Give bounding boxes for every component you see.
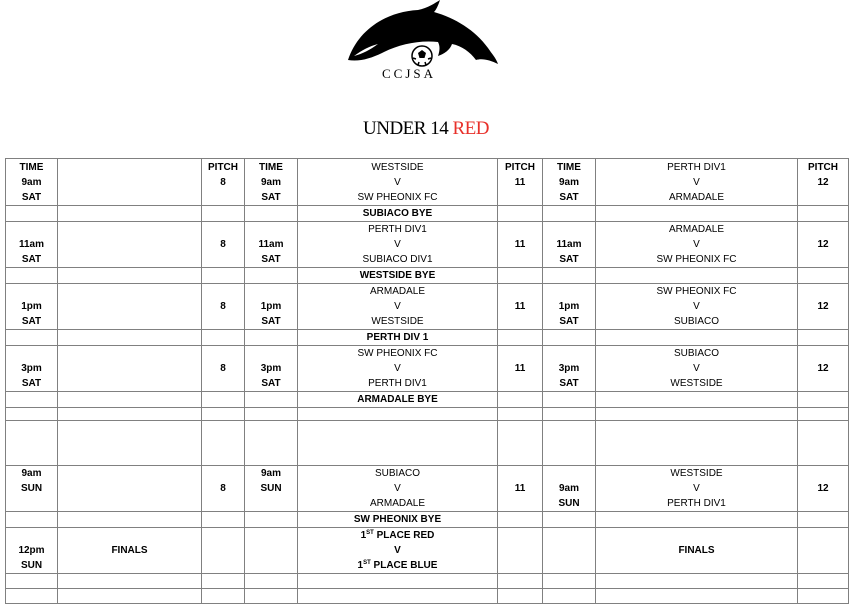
time-cell: 9am SUN (6, 466, 58, 512)
match-cell: WESTSIDE V PERTH DIV1 (596, 466, 798, 512)
bye-cell: PERTH DIV 1 (298, 330, 498, 346)
blank-row (6, 408, 849, 421)
pitch-cell: PITCH 11 (498, 159, 543, 206)
table-row (6, 159, 849, 206)
bye-cell: WESTSIDE BYE (298, 268, 498, 284)
time-cell: 3pm SAT (543, 346, 596, 392)
time-cell: 3pm SAT (6, 346, 58, 392)
time-cell: 9am SUN (245, 466, 298, 512)
bye-row (6, 392, 849, 408)
pitch-cell: 12 (798, 466, 849, 512)
time-cell: 11am SAT (245, 222, 298, 268)
logo-text: CCJSA (382, 66, 437, 81)
table-row (6, 222, 849, 268)
pitch-cell: PITCH 12 (798, 159, 849, 206)
time-cell: 1pm SAT (245, 284, 298, 330)
pitch-cell: 11 (498, 346, 543, 392)
pitch-cell: 8 (202, 466, 245, 512)
table-row (6, 466, 849, 512)
time-cell: 1pm SAT (6, 284, 58, 330)
table-row (6, 346, 849, 392)
bye-cell: ARMADALE BYE (298, 392, 498, 408)
fixture-table (5, 158, 849, 604)
blank-row (6, 421, 849, 466)
bye-row (6, 512, 849, 528)
time-cell: 1pm SAT (543, 284, 596, 330)
bye-row (6, 206, 849, 222)
pitch-cell: 12 (798, 284, 849, 330)
time-cell: TIME 9am SAT (6, 159, 58, 206)
match-cell: WESTSIDE V SW PHEONIX FC (298, 159, 498, 206)
pitch-cell: 12 (798, 346, 849, 392)
blank-row (6, 589, 849, 604)
time-cell: TIME 9am SAT (245, 159, 298, 206)
bye-row (6, 268, 849, 284)
match-cell: SUBIACO V WESTSIDE (596, 346, 798, 392)
match-cell: ARMADALE V SW PHEONIX FC (596, 222, 798, 268)
time-cell: 9am SUN (543, 466, 596, 512)
time-cell: 11am SAT (6, 222, 58, 268)
pitch-cell: 11 (498, 284, 543, 330)
bye-cell: SUBIACO BYE (298, 206, 498, 222)
bye-cell: SW PHEONIX BYE (298, 512, 498, 528)
pitch-cell: 8 (202, 346, 245, 392)
pitch-cell: 11 (498, 222, 543, 268)
table-row (6, 284, 849, 330)
match-cell: PERTH DIV1 V SUBIACO DIV1 (298, 222, 498, 268)
finals-row (6, 528, 849, 574)
pitch-cell: 8 (202, 284, 245, 330)
match-cell: PERTH DIV1 V ARMADALE (596, 159, 798, 206)
finals-label: FINALS (58, 528, 202, 574)
empty-cell (58, 159, 202, 206)
time-cell: 12pm SUN (6, 528, 58, 574)
finals-label: FINALS (596, 528, 798, 574)
time-cell: 3pm SAT (245, 346, 298, 392)
page-title: UNDER 14 RED (363, 118, 489, 139)
blank-row (6, 574, 849, 589)
pitch-cell: 11 (498, 466, 543, 512)
pitch-cell: 8 (202, 222, 245, 268)
finals-match-cell: 1ST PLACE RED V 1ST PLACE BLUE (298, 528, 498, 574)
pitch-cell: 12 (798, 222, 849, 268)
match-cell: SW PHEONIX FC V SUBIACO (596, 284, 798, 330)
title-accent: RED (452, 118, 489, 139)
time-cell: TIME 9am SAT (543, 159, 596, 206)
match-cell: SW PHEONIX FC V PERTH DIV1 (298, 346, 498, 392)
match-cell: SUBIACO V ARMADALE (298, 466, 498, 512)
pitch-cell: PITCH 8 (202, 159, 245, 206)
time-cell: 11am SAT (543, 222, 596, 268)
match-cell: ARMADALE V WESTSIDE (298, 284, 498, 330)
bye-row (6, 330, 849, 346)
